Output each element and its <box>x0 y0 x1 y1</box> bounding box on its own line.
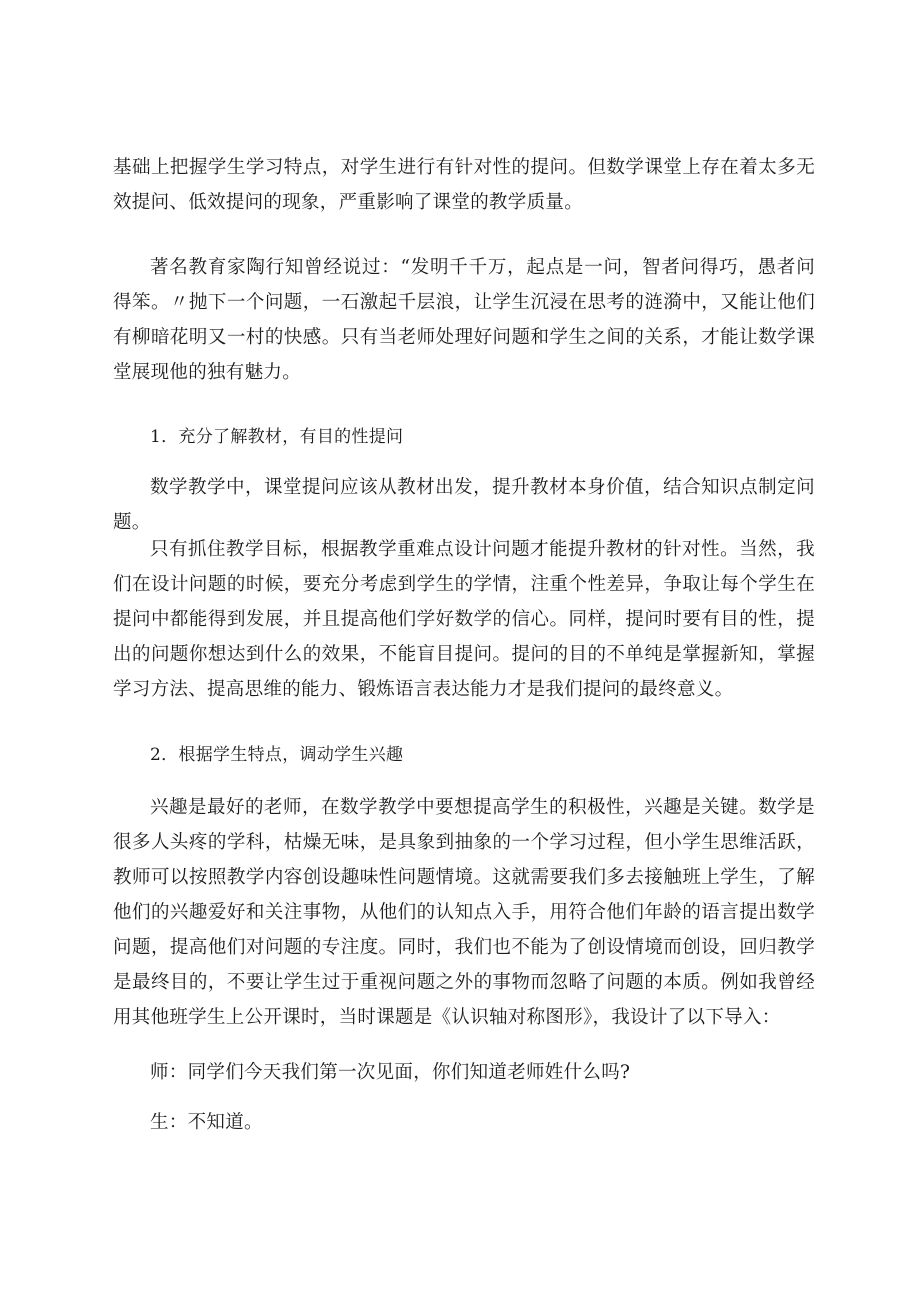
paragraph-teaching-goals: 只有抓住教学目标，根据教学重难点设计问题才能提升教材的针对性。当然，我们在设计问题的时候，要充分考虑到学生的学情，注重个性差异，争取让每个学生在提问中都能得到发展，并且提高他们学好数学的信心。同样，提问时要有目的性，提出的问题你想达到什么的效果，不能盲目提问。提问的目的不单纯是掌握新知，掌握学习方法、提高思维的能力、锻炼语言表达能力才是我们提问的最终意义。 <box>113 539 815 700</box>
paragraph-interest: 兴趣是最好的老师，在数学教学中要想提高学生的积极性，兴趣是关键。数学是很多人头疼的学科，枯燥无味，是具象到抽象的一个学习过程，但小学生思维活跃，教师可以按照教学内容创设趣味性问题情境。这就需要我们多去接触班上学生，了解他们的兴趣爱好和关注事物，从他们的认知点入手，用符合他们年龄的语言提出数学问题，提高他们对问题的专注度。同时，我们也不能为了创设情境而创设，回归教学是最终目的，不要让学生过于重视问题之外的事物而忽略了问题的本质。例如我曾经用其他班学生上公开课时，当时课题是《认识轴对称图形》，我设计了以下导入： <box>113 797 815 1028</box>
paragraph-textbook-start: 数学教学中，课堂提问应该从教材出发，提升教材本身价值，结合知识点制定问题。 <box>113 477 815 533</box>
section-heading-2: 2．根据学生特点，调动学生兴趣 <box>150 745 404 765</box>
dialogue-student-line: 生：不知道。 <box>150 1112 263 1133</box>
section-heading-1: 1．充分了解教材，有目的性提问 <box>150 427 404 447</box>
paragraph-intro-continuation: 基础上把握学生学习特点，对学生进行有针对性的提问。但数学课堂上存在着太多无效提问、低效提问的现象，严重影响了课堂的教学质量。 <box>113 157 815 213</box>
paragraph-tao-xingzhi-quote: 著名教育家陶行知曾经说过：“发明千千万，起点是一问，智者问得巧，愚者问得笨。〃抛下一个问题，一石激起千层浪，让学生沉浸在思考的涟漪中，又能让他们有柳暗花明又一村的快感。只有当老师处理好问题和学生之间的关系，才能让数学课堂展现他的独有魅力。 <box>113 257 815 383</box>
dialogue-teacher-line: 师：同学们今天我们第一次见面，你们知道老师姓什么吗? <box>150 1062 631 1083</box>
